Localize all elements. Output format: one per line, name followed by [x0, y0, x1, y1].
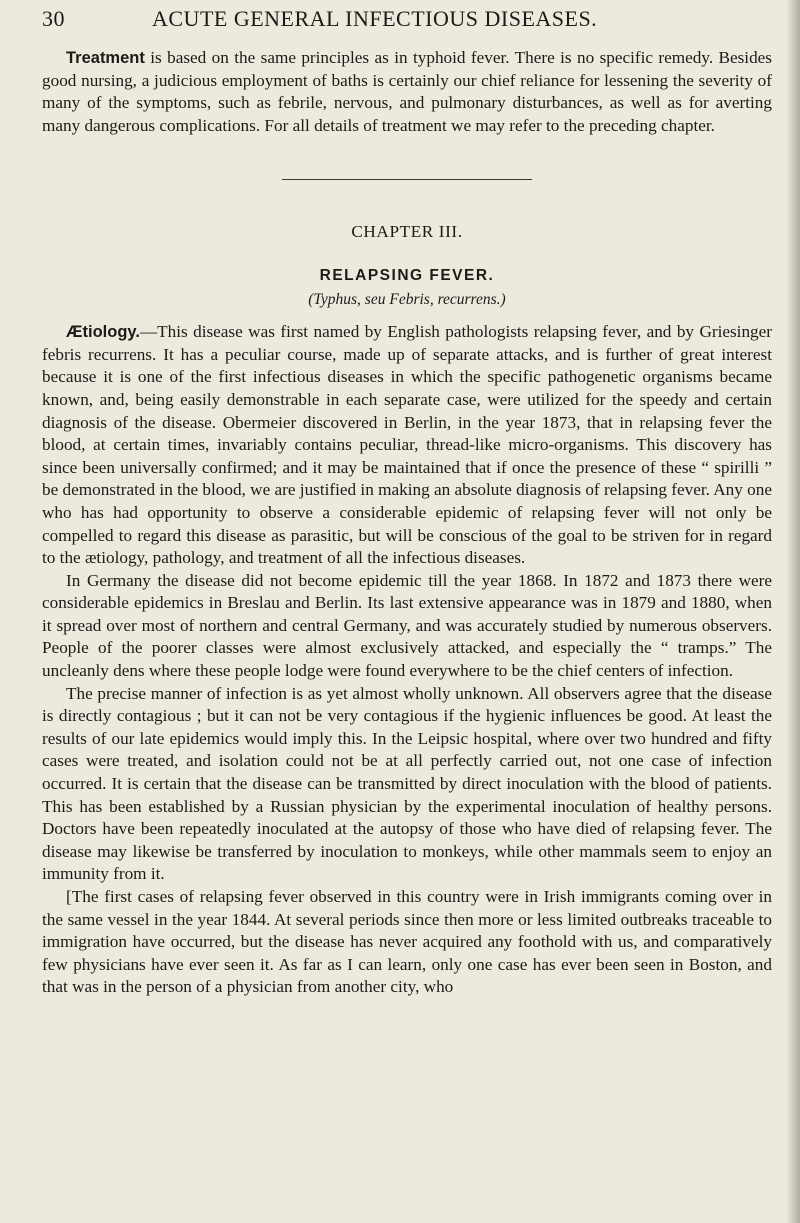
aetiology-lead: Ætiology.: [66, 323, 140, 342]
germany-paragraph: In Germany the disease did not become epidemic till the year 1868. In 1872 and 1873 there were considerable epidemics in Breslau and Berlin. Its last extensive appearance was in 1879 and 1880, when it spread over most of northern and central Germany, and was accurately studied by numerous observers. People of the poorer classes were almost exclusively attacked, and especially the “ tramps.” The uncleanly dens where these people lodge were found everywhere to be the chief centers of infection.: [42, 570, 772, 681]
chapter-heading: CHAPTER III.: [351, 222, 463, 242]
aetiology-text: —This disease was first named by English pathologists relapsing fever, and by Griesinger febris recurrens. It has a peculiar course, made up of separate attacks, and is further of great interest because it is one of the first infectious diseases in which the specific pathogenetic organisms became known, and, being easily demonstrable in each separate case, were utilized for the speedy and certain diagnosis of the disease. Obermeier discovered in Berlin, in the year 1873, that in relapsing fever the blood, at certain times, invariably contains peculiar, thread-like micro-organisms. This discovery has since been universally confirmed; and it may be maintained that if once the presence of these “ spirilli ” be demonstrated in the blood, we are justified in making an absolute diagnosis of relapsing fever. Any one who has had opportunity to observe a considerable epidemic of relapsing fever will not only be compelled to regard this disease as parasitic, but will be conscious of the goal to be striven for in regard to the ætiology, pathology, and treatment of all the infectious diseases.: [42, 322, 772, 568]
treatment-paragraph: [42, 47, 772, 137]
treatment-text: is based on the same principles as in typhoid fever. There is no specific remedy. Besides good nursing, a judicious employment of baths is certainly our chief reliance for lessening the severity of many of the symptoms, such as febrile, nervous, and pulmonary disturbances, as well as for averting many dangerous complications. For all details of treatment we may refer to the preceding chapter.: [42, 48, 772, 135]
running-title: ACUTE GENERAL INFECTIOUS DISEASES.: [152, 6, 598, 31]
aetiology-paragraph: [42, 321, 772, 570]
treatment-lead: Treatment: [66, 49, 145, 67]
section-divider: [282, 179, 532, 180]
body-text: [42, 47, 772, 999]
running-header: [42, 6, 770, 32]
country-paragraph: [The first cases of relapsing fever observed in this country were in Irish immigrants coming over in the same vessel in the year 1844. At several periods since then more or less limited outbreaks traceable to immigration have occurred, but the disease has never acquired any foothold with us, and comparatively few physicians have ever seen it. As far as I can learn, only one case has ever been seen in Boston, and that was in the person of a physician from another city, who: [42, 887, 772, 997]
page-edge-shadow: [786, 0, 800, 1223]
chapter-subtitle: (Typhus, seu Febris, recurrens.): [308, 290, 506, 308]
infection-paragraph: The precise manner of infection is as yet almost wholly unknown. All observers agree that the disease is directly contagious ; but it can not be very contagious if the hygienic influences be good. At least the results of our late epidemics would imply this. In the Leipsic hospital, where over two hundred and fifty cases were treated, and isolation could not be at all perfectly carried out, not one case of infection occurred. It is certain that the disease can be transmitted by direct inoculation with the blood of patients. This has been established by a Russian physician by the experimental inoculation of healthy persons. Doctors have been repeatedly inoculated at the autopsy of those who have died of relapsing fever. The disease may likewise be transferred by inoculation to monkeys, while other mammals seem to enjoy an immunity from it.: [42, 683, 772, 884]
chapter-title: RELAPSING FEVER.: [319, 266, 495, 284]
page-number: 30: [42, 6, 65, 31]
